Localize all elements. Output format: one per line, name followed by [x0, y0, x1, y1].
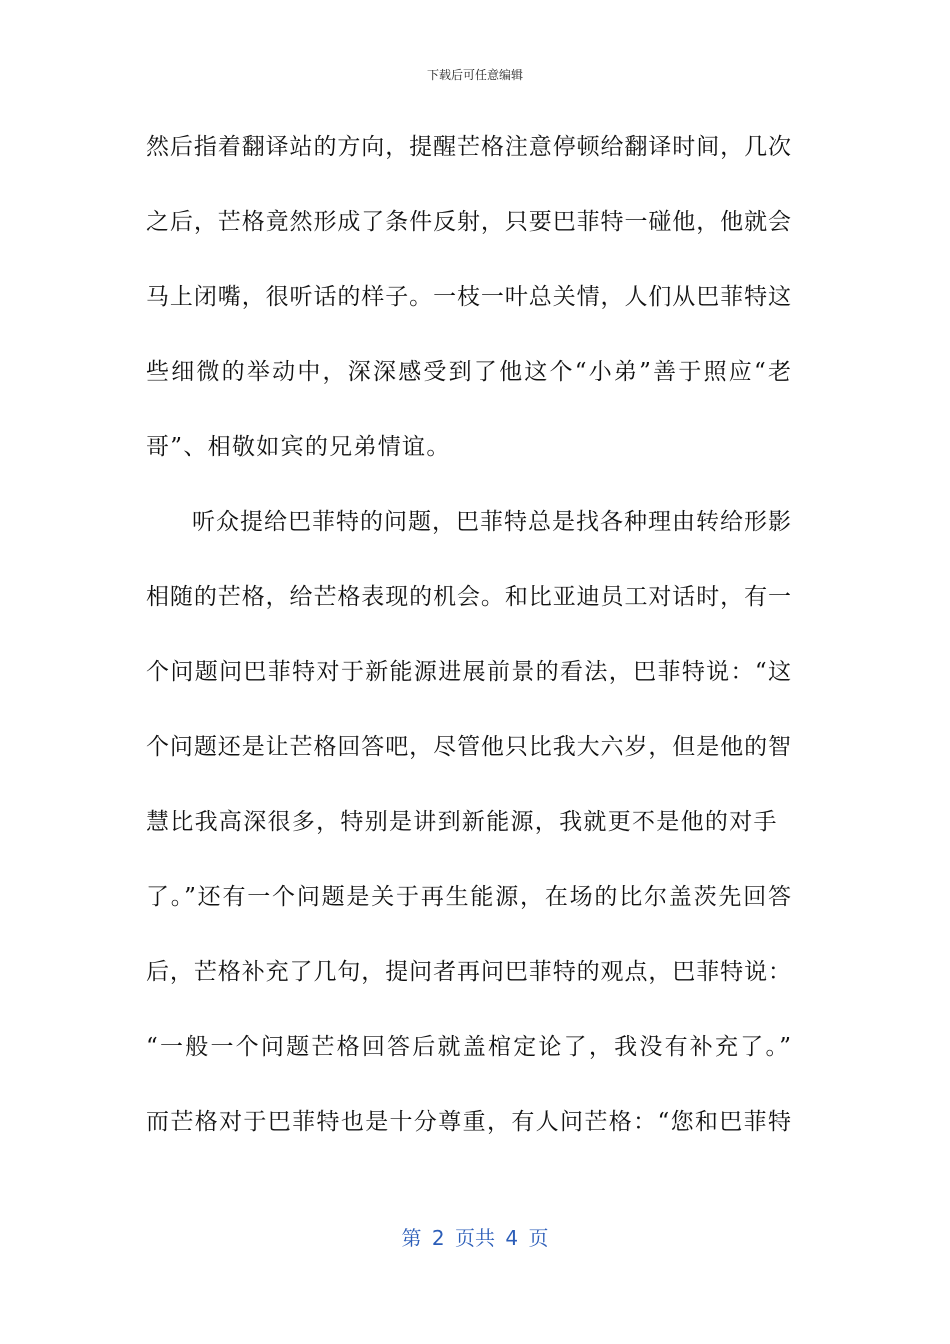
footer-page-number: 2 — [431, 1226, 445, 1250]
page-header: 下载后可任意编辑 — [426, 68, 523, 82]
text-line: 个问题还是让芒格回答吧，尽管他只比我大六岁，但是他的智 — [146, 734, 791, 760]
text-line: 个问题问巴菲特对于新能源进展前景的看法，巴菲特说：“这 — [146, 659, 791, 685]
footer-prefix: 第 — [401, 1226, 422, 1250]
footer-suffix: 页 — [528, 1226, 549, 1250]
text-line: 马上闭嘴，很听话的样子。一枝一叶总关情，人们从巴菲特这 — [146, 284, 791, 310]
text-line: 然后指着翻译站的方向，提醒芒格注意停顿给翻译时间，几次 — [146, 134, 791, 160]
page-footer — [0, 1224, 950, 1252]
text-line: 些细微的举动中，深深感受到了他这个“小弟”善于照应“老 — [146, 359, 791, 385]
text-line: 慧比我高深很多，特别是讲到新能源，我就更不是他的对手 — [146, 809, 778, 835]
text-line: 相随的芒格，给芒格表现的机会。和比亚迪员工对话时，有一 — [146, 584, 791, 610]
text-line: 而芒格对于巴菲特也是十分尊重，有人问芒格：“您和巴菲特 — [146, 1109, 791, 1135]
document-body — [146, 126, 791, 1176]
text-line: 哥”、相敬如宾的兄弟情谊。 — [146, 434, 451, 460]
text-line: 了。”还有一个问题是关于再生能源，在场的比尔盖茨先回答 — [146, 884, 791, 910]
footer-total-pages: 4 — [505, 1226, 519, 1250]
text-line: 之后，芒格竟然形成了条件反射，只要巴菲特一碰他，他就会 — [146, 209, 791, 235]
text-line: “一般一个问题芒格回答后就盖棺定论了，我没有补充了。” — [146, 1034, 791, 1060]
paragraph-first-line: 听众提给巴菲特的问题，巴菲特总是找各种理由转给形影 — [192, 509, 791, 535]
text-line: 后，芒格补充了几句，提问者再问巴菲特的观点，巴菲特说： — [146, 959, 791, 985]
footer-middle: 页共 — [455, 1226, 495, 1250]
